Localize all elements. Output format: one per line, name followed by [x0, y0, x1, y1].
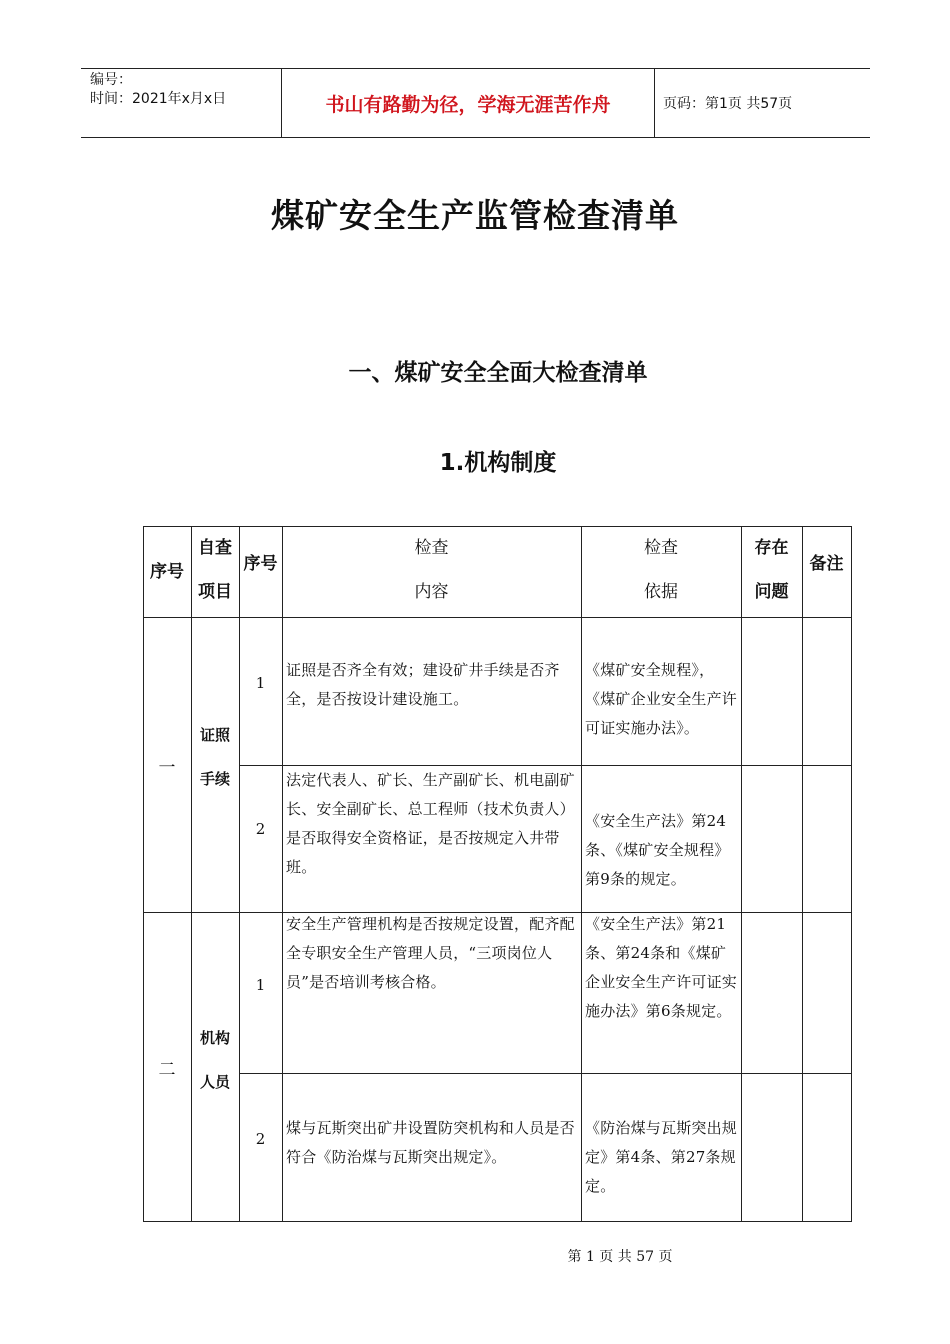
col-header-issue [741, 526, 802, 617]
col-header-content-line2: 内容 [414, 582, 449, 602]
group-item-line2: 人员 [199, 1073, 230, 1091]
col-header-basis [581, 526, 741, 617]
group-item [191, 1016, 239, 1104]
col-header-content [282, 526, 581, 617]
group-item-line2: 手续 [199, 770, 230, 788]
group-item [191, 713, 239, 801]
row-content: 安全生产管理机构是否按规定设置，配齐配全专职安全生产管理人员，“三项岗位人员”是否培训考核合格。 [286, 915, 575, 991]
page-footer: 第 1 页 共 57 页 [567, 1249, 673, 1265]
row-basis: 《防治煤与瓦斯突出规定》第4条、第27条规定。 [585, 1119, 738, 1195]
group-seq: 一 [158, 757, 176, 778]
row-content: 煤与瓦斯突出矿井设置防突机构和人员是否符合《防治煤与瓦斯突出规定》。 [286, 1119, 575, 1166]
group-item-line1: 机构 [199, 1029, 230, 1047]
col-header-self-check-line2: 项目 [198, 582, 232, 602]
col-header-issue-line2: 问题 [754, 582, 789, 602]
header-meta [81, 69, 281, 137]
row-content: 证照是否齐全有效；建设矿井手续是否齐全，是否按设计建设施工。 [286, 661, 560, 708]
row-basis: 《安全生产法》第21条、第24条和《煤矿企业安全生产许可证实施办法》第6条规定。 [585, 915, 738, 1020]
col-header-issue-line1: 存在 [754, 538, 789, 558]
group-item-line1: 证照 [199, 726, 230, 744]
row-number: 2 [255, 820, 266, 838]
page-header [81, 68, 870, 138]
col-header-content-line1: 检查 [414, 538, 449, 558]
subsection-heading: 1.机构制度 [439, 450, 557, 476]
section-heading: 一、煤矿安全全面大检查清单 [348, 360, 648, 386]
number-label: 编号： [90, 72, 132, 88]
col-header-basis-line2: 依据 [644, 582, 678, 602]
row-number: 1 [255, 976, 266, 994]
col-header-self-check-line1: 自查 [198, 538, 232, 558]
motto: 书山有路勤为径，学海无涯苦作舟 [281, 69, 655, 137]
row-number: 1 [255, 674, 266, 692]
col-header-basis-line1: 检查 [644, 538, 678, 558]
col-header-self-check [191, 526, 239, 617]
document-title: 煤矿安全生产监管检查清单 [271, 196, 679, 235]
row-number: 2 [255, 1130, 266, 1148]
col-header-remark: 备注 [809, 554, 844, 574]
time-label: 时间：2021年x月x日 [90, 91, 227, 107]
row-content: 法定代表人、矿长、生产副矿长、机电副矿长、安全副矿长、总工程师（技术负责人）是否取得安全资格证，是否按规定入井带班。 [286, 771, 575, 876]
row-basis: 《煤矿安全规程》，《煤矿企业安全生产许可证实施办法》。 [585, 661, 738, 737]
group-seq: 二 [158, 1059, 176, 1080]
page-indicator: 页码：第1页 共57页 [663, 96, 793, 112]
col-header-seq: 序号 [150, 561, 184, 582]
row-basis: 《安全生产法》第24条、《煤矿安全规程》第9条的规定。 [585, 812, 730, 888]
col-header-sub-seq: 序号 [243, 554, 278, 574]
